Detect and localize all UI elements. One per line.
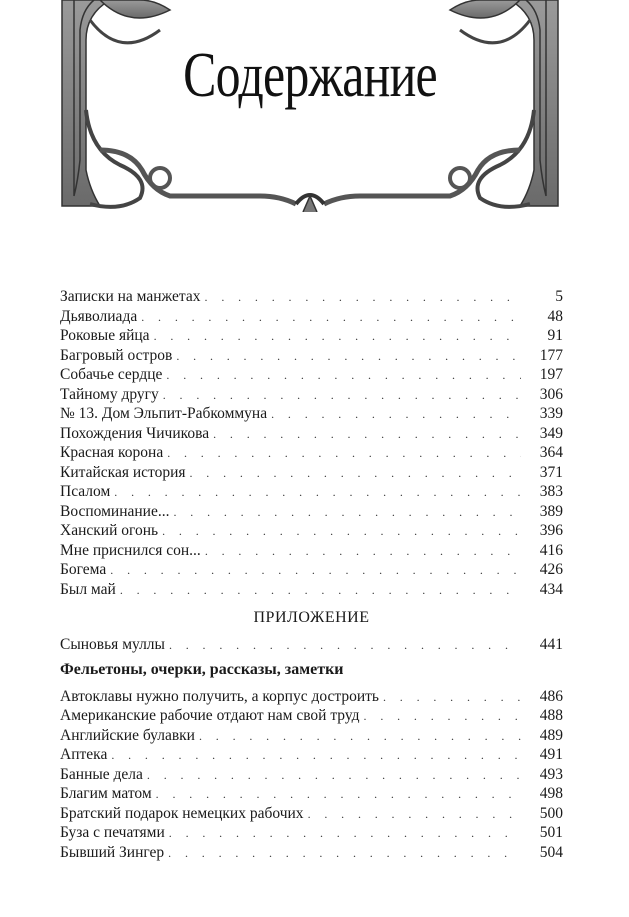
toc-entry-page: 489 <box>539 726 563 744</box>
dot-leader <box>169 636 521 656</box>
toc-entry-page: 501 <box>539 824 563 841</box>
toc-entry-title: Похождения Чичикова <box>60 424 210 442</box>
dot-leader <box>154 327 521 347</box>
toc-entry <box>60 804 563 824</box>
toc-entry-page: 441 <box>539 636 563 653</box>
toc-entry <box>60 541 563 561</box>
toc-entry-title: Китайская история <box>60 463 186 481</box>
toc-entry <box>60 463 563 483</box>
dot-leader <box>205 542 521 562</box>
toc-entry-page: 426 <box>539 561 563 578</box>
toc-appendix-list <box>60 687 563 863</box>
toc-entry-page: 349 <box>539 424 563 442</box>
dot-leader <box>156 785 521 805</box>
toc-entry-page: 197 <box>539 366 563 383</box>
dot-leader <box>173 503 521 523</box>
toc-entry-title: Ханский огонь <box>60 522 159 539</box>
toc-entry-title: Мне приснился сон... <box>60 541 201 559</box>
toc-entry-title: Богема <box>60 561 107 578</box>
toc-entry-title: Буза с печатями <box>60 824 165 841</box>
toc-entry-page: 491 <box>539 746 563 763</box>
toc-entry-page: 434 <box>539 580 563 598</box>
toc-entry-page: 306 <box>539 385 563 403</box>
toc-entry <box>60 287 563 307</box>
dot-leader <box>190 464 522 484</box>
dot-leader <box>111 746 521 766</box>
toc-entry <box>60 635 563 655</box>
toc-entry-title: Тайному другу <box>60 385 159 403</box>
toc-entry <box>60 706 563 726</box>
toc-entry-page: 383 <box>539 483 563 500</box>
page-title: Содержание <box>183 39 437 110</box>
toc-entry-title: Банные дела <box>60 765 143 783</box>
dot-leader <box>166 366 521 386</box>
table-of-contents <box>60 287 563 862</box>
toc-entry-page: 364 <box>539 444 563 461</box>
toc-entry-page: 493 <box>539 765 563 783</box>
toc-entry-title: Записки на манжетах <box>60 288 201 305</box>
toc-entry-page: 91 <box>547 327 563 344</box>
dot-leader <box>205 288 521 308</box>
dot-leader <box>114 483 521 503</box>
toc-entry-page: 396 <box>539 522 563 539</box>
toc-entry-title: № 13. Дом Эльпит-Рабкоммуна <box>60 405 268 422</box>
section-title: Фельетоны, очерки, рассказы, заметки <box>60 660 344 678</box>
dot-leader <box>169 824 521 844</box>
toc-entry <box>60 424 563 444</box>
toc-entry-title: Английские булавки <box>60 726 195 744</box>
toc-entry-title: Бывший Зингер <box>60 843 165 861</box>
dot-leader <box>176 347 521 367</box>
toc-entry-title: Благим матом <box>60 785 152 802</box>
toc-entry <box>60 365 563 385</box>
toc-entry-title: Красная корона <box>60 444 164 461</box>
toc-entry-title: Аптека <box>60 746 108 763</box>
toc-entry <box>60 521 563 541</box>
toc-entry-page: 488 <box>539 707 563 724</box>
toc-entry-title: Псалом <box>60 483 111 500</box>
dot-leader <box>364 707 521 727</box>
toc-entry <box>60 765 563 785</box>
toc-entry <box>60 404 563 424</box>
dot-leader <box>271 405 521 425</box>
toc-entry <box>60 687 563 707</box>
toc-entry-title: Роковые яйца <box>60 327 150 344</box>
toc-entry-page: 389 <box>539 502 563 520</box>
toc-entry-page: 339 <box>539 405 563 422</box>
toc-entry-title: Сыновья муллы <box>60 636 165 653</box>
appendix-heading: ПРИЛОЖЕНИЕ <box>253 609 370 626</box>
toc-entry <box>60 346 563 366</box>
dot-leader <box>308 805 521 825</box>
toc-entry-page: 371 <box>539 463 563 481</box>
toc-entry <box>60 385 563 405</box>
dot-leader <box>167 444 521 464</box>
dot-leader <box>163 386 521 406</box>
dot-leader <box>110 561 521 581</box>
toc-entry-page: 5 <box>555 288 563 305</box>
toc-entry-title: Собачье сердце <box>60 366 163 383</box>
toc-entry <box>60 843 563 863</box>
toc-entry <box>60 326 563 346</box>
dot-leader <box>199 727 521 747</box>
toc-entry <box>60 560 563 580</box>
toc-entry <box>60 726 563 746</box>
toc-entry-title: Братский подарок немецких рабочих <box>60 804 304 822</box>
toc-entry-page: 48 <box>547 307 563 325</box>
toc-entry-page: 486 <box>539 687 563 705</box>
toc-entry-page: 504 <box>539 843 563 861</box>
dot-leader <box>213 425 521 445</box>
dot-leader <box>120 581 521 601</box>
toc-entry-title: Был май <box>60 580 116 598</box>
toc-entry-title: Американские рабочие отдают нам свой труд <box>60 707 360 724</box>
toc-entry <box>60 307 563 327</box>
dot-leader <box>162 522 521 542</box>
toc-entry-title: Багровый остров <box>60 346 173 364</box>
toc-entry-title: Дьяволиада <box>60 307 138 325</box>
toc-entry <box>60 580 563 600</box>
dot-leader <box>168 844 521 864</box>
dot-leader <box>141 308 521 328</box>
toc-entry-page: 177 <box>539 346 563 364</box>
toc-entry <box>60 784 563 804</box>
toc-main-list <box>60 287 563 599</box>
toc-entry <box>60 482 563 502</box>
dot-leader <box>147 766 521 786</box>
toc-entry-title: Автоклавы нужно получить, а корпус достроить <box>60 687 379 705</box>
toc-entry <box>60 502 563 522</box>
toc-entry-page: 500 <box>539 804 563 822</box>
toc-entry-page: 416 <box>539 541 563 559</box>
toc-entry-page: 498 <box>539 785 563 802</box>
toc-entry <box>60 745 563 765</box>
toc-entry <box>60 823 563 843</box>
toc-entry <box>60 443 563 463</box>
toc-entry-title: Воспоминание... <box>60 502 170 520</box>
dot-leader <box>383 688 521 708</box>
